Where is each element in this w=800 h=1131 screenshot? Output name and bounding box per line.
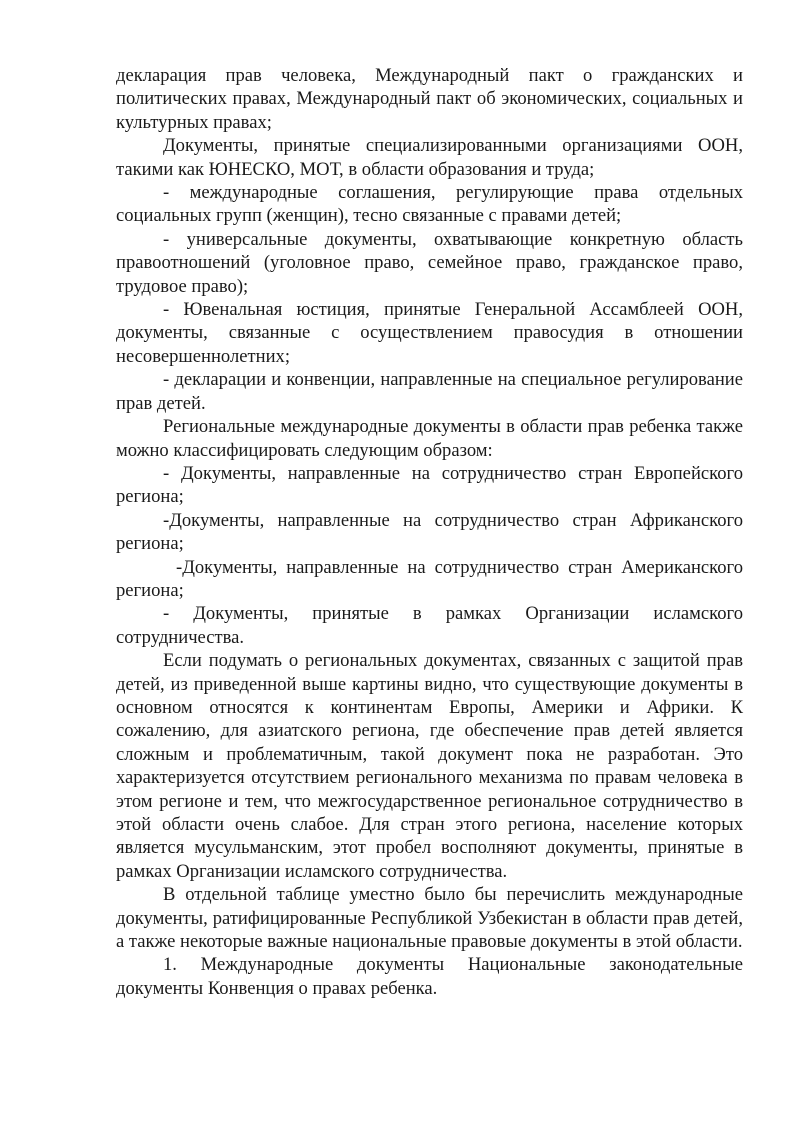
list-item-social-groups: - международные соглашения, регулирующие права отдельных социальных групп (женщин), тесно связанные с правами детей;	[116, 182, 743, 227]
list-item-declarations: - декларации и конвенции, направленные на специальное регулирование прав детей.	[116, 369, 743, 414]
list-item-universal-documents: - универсальные документы, охватывающие конкретную область правоотношений (уголовное право, семейное право, гражданское право, трудовое право);	[116, 228, 743, 297]
numbered-item-1: 1. Международные документы Национальные законодательные документы Конвенция о правах ребенка.	[116, 954, 743, 999]
list-item-america: -Документы, направленные на сотрудничество стран Американского региона;	[116, 556, 743, 601]
list-item-europe: - Документы, направленные на сотрудничество стран Европейского региона;	[116, 462, 743, 508]
paragraph-regional-intro: Региональные международные документы в области прав ребенка также можно классифицировать следующим образом:	[116, 416, 743, 461]
list-item-oic: - Документы, принятые в рамках Организации исламского сотрудничества.	[116, 603, 743, 648]
paragraph-covenants: декларация прав человека, Международный пакт о гражданских и политических правах, Международный пакт об экономических, социальных и культурных правах;	[116, 65, 743, 133]
paragraph-un-agencies: Документы, принятые специализированными организациями ООН, такими как ЮНЕСКО, МОТ, в области образования и труда;	[116, 135, 743, 180]
body-text	[116, 64, 743, 1000]
paragraph-uzbekistan: В отдельной таблице уместно было бы перечислить международные документы, ратифицированные Республикой Узбекистан в области прав детей, а также некоторые важные национальные правовые документы в этой области.	[116, 884, 743, 953]
list-item-juvenile-justice: - Ювенальная юстиция, принятые Генеральной Ассамблеей ООН, документы, связанные с осуществлением правосудия в отношении несовершеннолетних;	[116, 299, 743, 367]
paragraph-asia: Если подумать о региональных документах, связанных с защитой прав детей, из приведенной выше картины видно, что существующие документы в основном относятся к континентам Европы, Америки и Африки. К сожалению, для азиатского региона, где обеспечение прав детей является сложным и проблематичным, такой документ пока не разработан. Это характеризуется отсутствием регионального механизма по правам человека в этом регионе и тем, что межгосударственное региональное сотрудничество в этой области очень слабое. Для стран этого региона, население которых является мусульманским, этот пробел восполняют документы, принятые в рамках Организации исламского сотрудничества.	[116, 650, 743, 882]
list-item-africa: -Документы, направленные на сотрудничество стран Африканского региона;	[116, 509, 743, 555]
